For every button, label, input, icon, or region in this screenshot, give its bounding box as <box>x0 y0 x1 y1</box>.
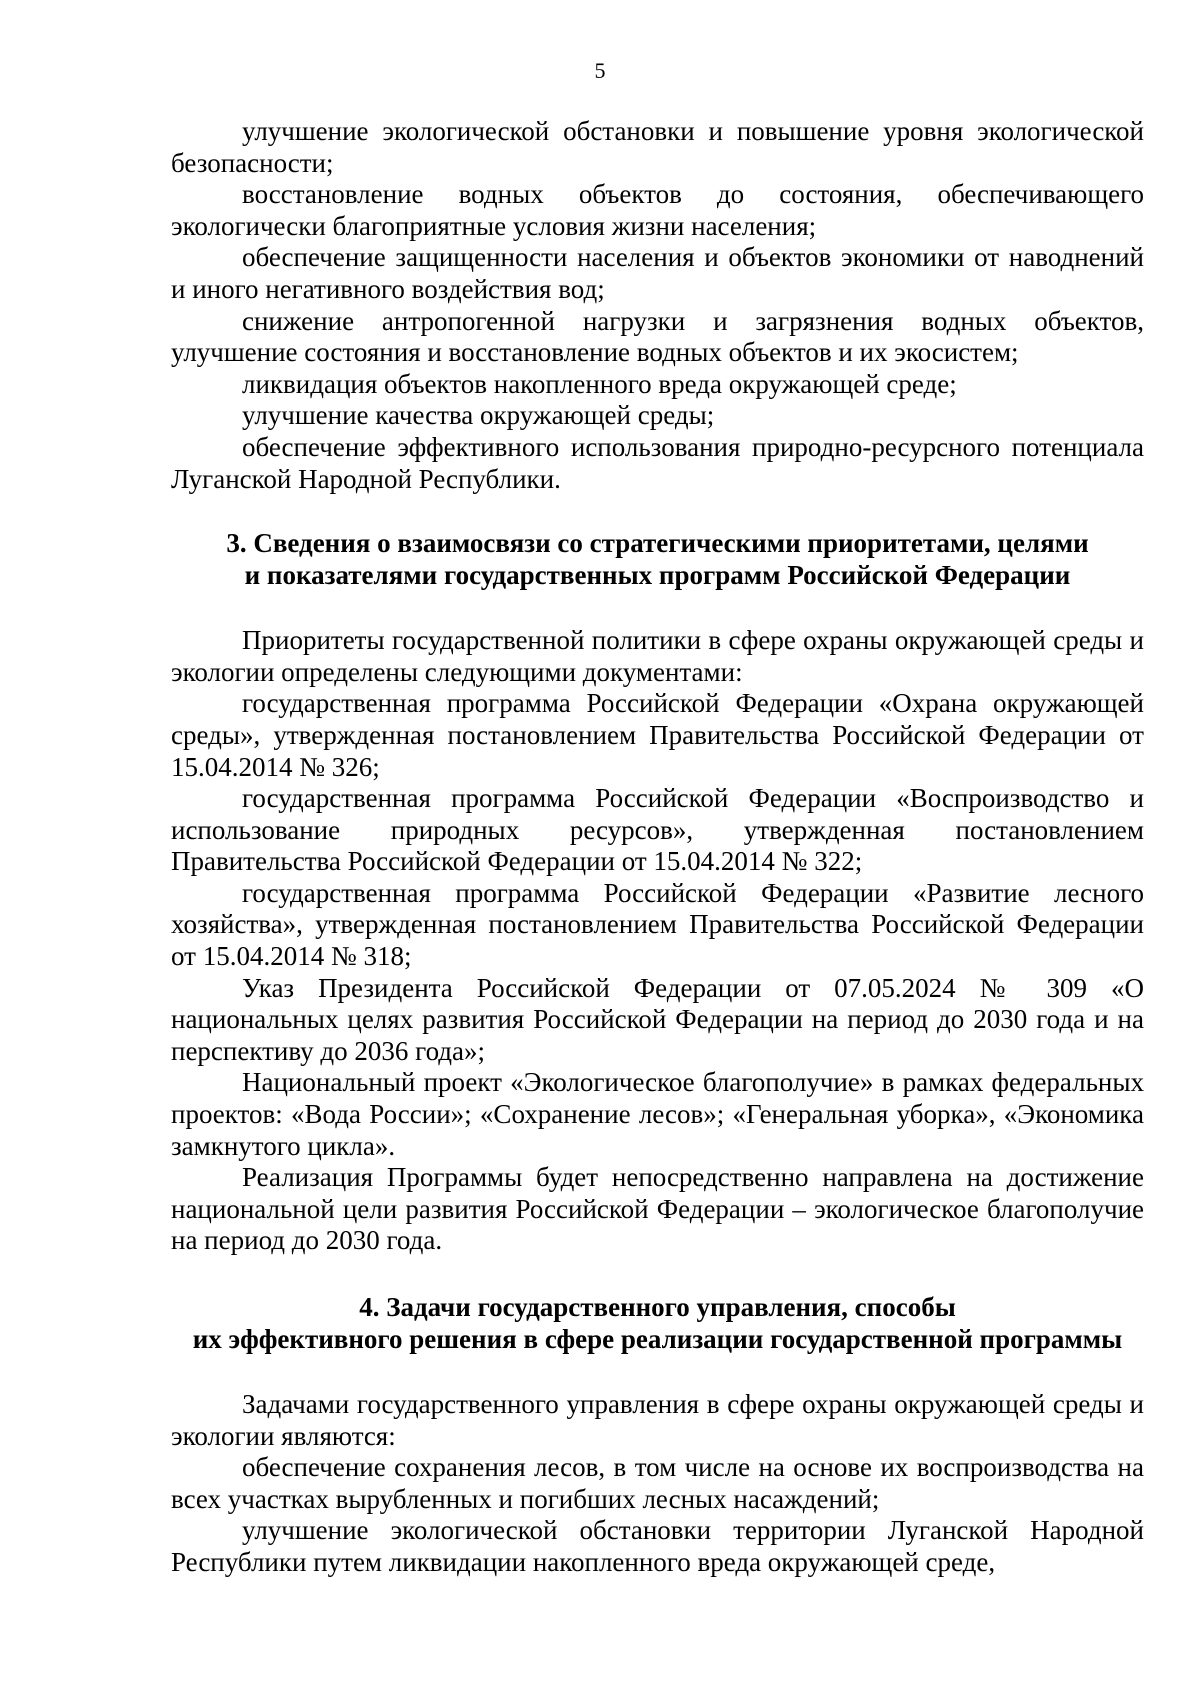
section-4-paragraph: улучшение экологической обстановки территории Луганской Народной Республики путем ликвидации накопленного вреда окружающей среде, <box>171 1515 1144 1577</box>
section-3-paragraph: Указ Президента Российской Федерации от 07.05.2024 № 309 «О национальных целях развития Российской Федерации на период до 2030 года и на перспективу до 2036 года»; <box>171 972 1144 1066</box>
document-body <box>171 116 1144 1579</box>
section-4-paragraph: Задачами государственного управления в сфере охраны окружающей среды и экологии являются: <box>171 1389 1144 1451</box>
page-number: 5 <box>594 58 606 83</box>
section-4-heading-line-1: 4. Задачи государственного управления, способы <box>359 1292 956 1322</box>
section-3-heading <box>171 527 1144 591</box>
intro-paragraph: улучшение качества окружающей среды; <box>242 400 715 431</box>
section-4-paragraph: обеспечение сохранения лесов, в том числе на основе их воспроизводства на всех участках вырубленных и погибших лесных насаждений; <box>171 1452 1144 1514</box>
intro-paragraph: снижение антропогенной нагрузки и загрязнения водных объектов, улучшение состояния и восстановление водных объектов и их экосистем; <box>171 305 1144 368</box>
intro-paragraph: восстановление водных объектов до состояния, обеспечивающего экологически благоприятные условия жизни населения; <box>171 179 1144 241</box>
intro-paragraph: ликвидация объектов накопленного вреда окружающей среде; <box>242 368 957 399</box>
section-3-paragraph: государственная программа Российской Федерации «Развитие лесного хозяйства», утвержденная постановлением Правительства Российской Федерации от 15.04.2014 № 318; <box>171 877 1144 972</box>
intro-paragraph: обеспечение защищенности населения и объектов экономики от наводнений и иного негативного воздействия вод; <box>171 242 1144 304</box>
section-3-paragraph: Реализация Программы будет непосредственно направлена на достижение национальной цели развития Российской Федерации – экологическое благополучие на период до 2030 года. <box>171 1162 1144 1256</box>
section-3-paragraph: государственная программа Российской Федерации «Охрана окружающей среды», утвержденная постановлением Правительства Российской Федерации от 15.04.2014 № 326; <box>171 688 1144 782</box>
section-4-heading <box>171 1291 1144 1355</box>
section-3-heading-line-1: 3. Сведения о взаимосвязи со стратегическими приоритетами, целями <box>226 528 1089 559</box>
section-3-heading-line-2: и показателями государственных программ Российской Федерации <box>244 560 1071 591</box>
section-4-heading-line-2: их эффективного решения в сфере реализации государственной программы <box>192 1324 1123 1354</box>
section-3-paragraph: государственная программа Российской Федерации «Воспроизводство и использование природных ресурсов», утвержденная постановлением Правительства Российской Федерации от 15.04.2014 № 322; <box>171 783 1144 877</box>
section-3-paragraph: Приоритеты государственной политики в сфере охраны окружающей среды и экологии определены следующими документами: <box>171 625 1144 687</box>
intro-paragraph: обеспечение эффективного использования природно-ресурсного потенциала Луганской Народной Республики. <box>171 431 1144 494</box>
section-3-paragraph: Национальный проект «Экологическое благополучие» в рамках федеральных проектов: «Вода России»; «Сохранение лесов»; «Генеральная уборка», «Экономика замкнутого цикла». <box>171 1067 1144 1161</box>
intro-paragraph: улучшение экологической обстановки и повышение уровня экологической безопасности; <box>171 116 1144 178</box>
